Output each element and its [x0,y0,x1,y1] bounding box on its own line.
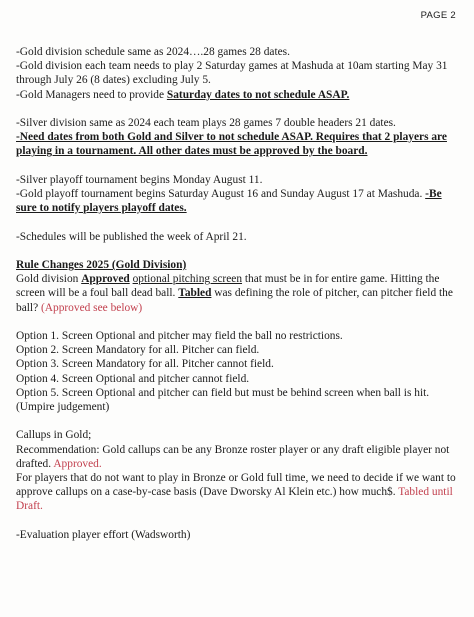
silver-schedule-line-2: -Need dates from both Gold and Silver to not schedule ASAP. Requires that 2 players are playing in a tournament. All other dates must be approved by the board. [16,131,447,158]
callups-full-status: Tabled until Draft. [16,486,453,513]
gold-playoff-text: -Gold playoff tournament begins Saturday August 16 and Sunday August 17 at Mashuda. [16,188,426,200]
option-5: Option 5. Screen Optional and pitcher can field but must be behind screen when ball is hit. (Umpire judgement) [16,386,430,413]
rule-approved: Approved [81,273,130,286]
rule-status: (Approved see below) [40,301,143,314]
callups-recommendation [16,443,464,471]
gold-managers-text: -Gold Managers need to provide [16,88,167,101]
callups-fulltime [16,471,464,514]
rule-tabled: Tabled [178,287,212,300]
rule-changes-paragraph [16,272,464,315]
option-3: Option 3. Screen Mandatory for all. Pitcher cannot field. [16,358,274,371]
page-number: PAGE 2 [420,10,456,21]
rule-text-1: Gold division [16,273,82,286]
publish-line: -Schedules will be published the week of April 21. [16,230,247,243]
evaluation-line: -Evaluation player effort (Wadsworth) [16,528,191,541]
gold-schedule-line-2: -Gold division each team needs to play 2 Saturday games at Mashuda at 10am starting May 31 through July 26 (8 dates) excluding July 5. [16,60,448,87]
callups-full-text: For players that do not want to play in Bronze or Gold full time, we need to decide if we want to approve callups on a case-by-case basis (Dave Dworsky Al Klein etc.) how much$. [16,472,456,499]
callups-heading: Callups in Gold; [16,429,92,442]
callups-rec-text: Recommendation: Gold callups can be any Bronze roster player or any draft eligible player not drafted. [16,443,450,470]
silver-schedule-line-1: -Silver division same as 2024 each team plays 28 games 7 double headers 21 dates. [16,117,396,129]
silver-playoff-line: -Silver playoff tournament begins Monday August 11. [16,173,263,186]
rule-changes-heading: Rule Changes 2025 (Gold Division) [16,258,187,271]
callups-rec-status: Approved. [53,457,102,470]
gold-managers-emphasis: Saturday dates to not schedule ASAP. [166,88,350,101]
rule-screen: optional pitching screen [132,273,243,286]
gold-playoff-emphasis: -Be sure to notify players playoff dates. [16,188,442,215]
rule-text-3: that must be in for entire game. Hitting the screen will be a foul ball dead ball. [16,273,440,300]
document-body [16,45,464,542]
option-1: Option 1. Screen Optional and pitcher may field the ball no restrictions. [16,329,343,342]
option-2: Option 2. Screen Mandatory for all. Pitcher can field. [16,344,260,357]
rule-text-4: was defining the role of pitcher, can pitcher field the ball? [16,287,453,314]
gold-schedule-line-1: -Gold division schedule same as 2024….28 games 28 dates. [16,46,290,58]
option-4: Option 4. Screen Optional and pitcher cannot field. [16,372,250,385]
gold-managers-line [16,88,464,102]
gold-playoff-line [16,187,464,215]
